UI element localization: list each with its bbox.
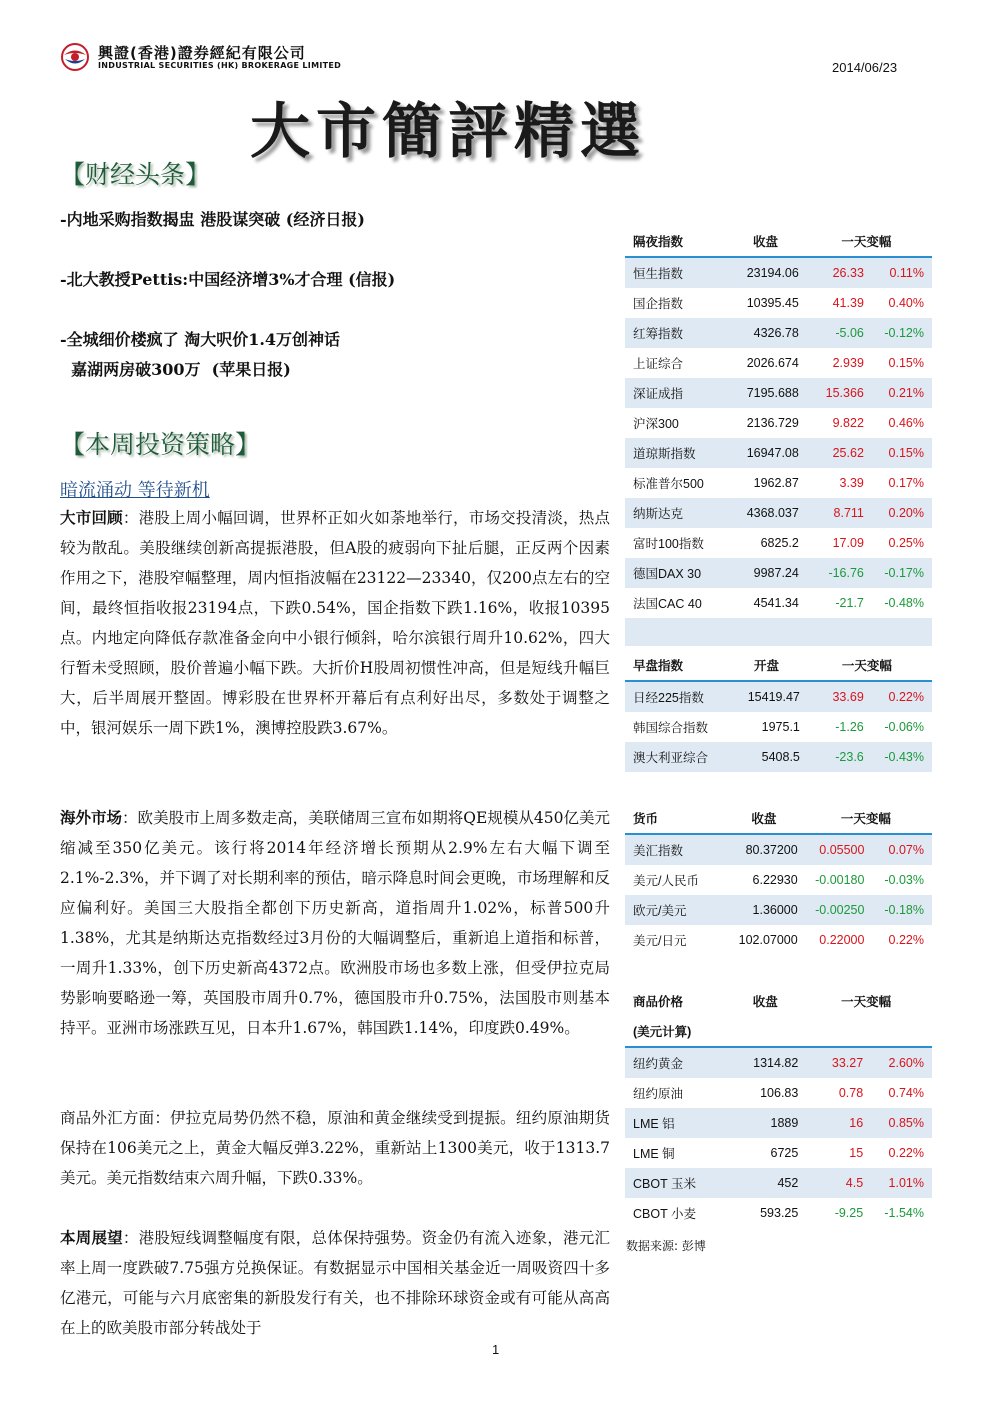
cell-change: -23.6 [806, 742, 868, 772]
table-row [625, 498, 932, 528]
section-heading-news: 【财经头条】 [60, 160, 211, 189]
cell-change-pct: -0.06% [884, 720, 924, 734]
data-source: 数据来源: 彭博 [626, 1239, 706, 1253]
cell-change-pct: -0.03% [884, 873, 924, 887]
cell-change-pct: -0.48% [884, 596, 924, 610]
cell-name: 美汇指数 [625, 834, 730, 865]
cell-close: 15419.47 [733, 681, 806, 712]
cell-name: CBOT 小麦 [633, 1207, 696, 1221]
cell-change: -0.00180 [815, 873, 865, 887]
cell-close: 6825.2 [760, 536, 799, 550]
table-row [625, 1168, 932, 1198]
cell-close: 5408.5 [733, 742, 806, 772]
cell-name: 深证成指 [625, 378, 732, 408]
table-row [625, 925, 932, 955]
headline-2: -北大教授Pettis:中国经济增3%才合理 (信报) [60, 270, 396, 289]
table-row [625, 1047, 932, 1078]
cell-change: 4.5 [804, 1168, 867, 1198]
cell-close: 9987.24 [732, 558, 805, 588]
table-row [625, 288, 932, 318]
cell-change: 8.711 [805, 498, 868, 528]
paragraph-commodity-fx: 商品外汇方面：伊拉克局势仍然不稳，原油和黄金继续受到提振。纽约原油期货保持在106美元之上，黄金大幅反弹3.22%，重新站上1300美元，收于1313.7美元。美元指数结束六周升幅，下跌0.33%。 [60, 1109, 610, 1187]
paragraph-overseas [60, 803, 610, 1043]
cell-name: 沪深300 [633, 417, 679, 431]
cell-change-pct: 0.22% [888, 1146, 924, 1160]
col-header: 一天变幅 [841, 995, 892, 1009]
cell-change-pct: 0.22% [888, 933, 924, 947]
overnight-index-table [625, 226, 932, 646]
cell-name: 恒生指数 [625, 257, 732, 288]
table-row [625, 318, 932, 348]
paragraph-market-review [60, 503, 610, 743]
paragraph-text: ：港股上周小幅回调，世界杯正如火如荼地举行，市场交投清淡，热点较为散乱。美股继续创新高提振港股，但A股的疲弱向下扯后腿，正反两个因素作用之下，港股窄幅整理，周内恒指波幅在23122—23340，仅200点左右的空间，最终恒指收报23194点，下跌0.54%，国企指数下跌1.16%，收报10395点。内地定向降低存款准备金向中小银行倾斜，哈尔滨银行周升10.62%，四大行暂未受照顾，股价普遍小幅下跌。大折价H股周初惯性冲高，但是短线升幅巨大，后半周展开整固。博彩股在世界杯开幕后有点利好出尽，多数处于调整之中，银河娱乐一周下跌1%，澳博控股跌3.67%。 [60, 509, 610, 737]
cell-name: 法国CAC 40 [633, 597, 702, 611]
cell-name: 美元/人民币 [633, 874, 699, 888]
cell-change-pct: -0.43% [868, 742, 932, 772]
cell-change-pct: 0.15% [888, 356, 924, 370]
table-header [625, 803, 932, 834]
page-number: 1 [492, 1342, 500, 1357]
cell-change-pct: 0.07% [868, 834, 932, 865]
cell-change-pct: 0.40% [888, 296, 924, 310]
table-row [625, 588, 932, 618]
table-subheader [625, 1016, 932, 1047]
cell-name: 纽约黄金 [625, 1047, 732, 1078]
col-header: 收盘 [732, 226, 805, 257]
table-row [625, 348, 932, 378]
cell-close: 6725 [770, 1146, 799, 1160]
cell-change-pct: 0.15% [868, 438, 932, 468]
cell-change: 0.78 [838, 1086, 864, 1100]
cell-change: -5.06 [805, 318, 868, 348]
cell-change-pct: -0.12% [868, 318, 932, 348]
cell-change: 33.27 [804, 1047, 867, 1078]
col-header: 开盘 [733, 650, 806, 681]
page-title: 大市簡評精選 [250, 97, 646, 167]
headline-1: -内地采购指数揭盅 港股谋突破 (经济日报) [60, 210, 365, 229]
cell-change-pct: 1.01% [867, 1168, 932, 1198]
cell-change: 0.05500 [804, 834, 869, 865]
cell-close: 4326.78 [732, 318, 805, 348]
cell-change-pct: 0.21% [868, 378, 932, 408]
col-header: 早盘指数 [625, 650, 733, 681]
report-date: 2014/06/23 [832, 60, 898, 75]
table-row [625, 528, 932, 558]
cell-change: -9.25 [834, 1206, 864, 1220]
cell-name: 国企指数 [633, 297, 684, 311]
cell-close: 102.07000 [738, 933, 798, 947]
cell-change-pct: -0.18% [868, 895, 932, 925]
cell-change: -1.26 [835, 720, 864, 734]
col-header: 一天变幅 [805, 226, 932, 257]
cell-close: 4368.037 [732, 498, 805, 528]
table-header [625, 226, 932, 257]
currency-table [625, 803, 932, 955]
cell-change: 25.62 [805, 438, 868, 468]
cell-change-pct: 0.22% [868, 681, 932, 712]
cell-name: 德国DAX 30 [625, 558, 732, 588]
cell-name: 富时100指数 [633, 537, 704, 551]
cell-close: 1975.1 [761, 720, 800, 734]
table-row [625, 865, 932, 895]
section-heading-strategy: 【本周投资策略】 [60, 430, 261, 459]
table-row [625, 1108, 932, 1138]
cell-change-pct: -0.17% [868, 558, 932, 588]
cell-close: 16947.08 [732, 438, 805, 468]
cell-change: 41.39 [832, 296, 864, 310]
table-header [625, 986, 932, 1016]
cell-name: 上证综合 [633, 357, 684, 371]
cell-close: 1314.82 [732, 1047, 804, 1078]
company-name-cn: 興證(香港)證券經紀有限公司 [98, 44, 306, 62]
cell-change-pct: 0.25% [888, 536, 924, 550]
paragraph-outlook [60, 1223, 610, 1343]
col-header: 一天变幅 [806, 650, 932, 681]
cell-change: 9.822 [832, 416, 864, 430]
table-row [625, 712, 932, 742]
col-header: 货币 [625, 803, 730, 834]
cell-change: 33.69 [806, 681, 868, 712]
cell-change-pct: 2.60% [867, 1047, 932, 1078]
cell-name: LME 铜 [633, 1147, 675, 1161]
cell-name: 标准普尔500 [633, 477, 704, 491]
cell-close: 106.83 [760, 1086, 799, 1100]
cell-change-pct: 0.17% [888, 476, 924, 490]
cell-change: -21.7 [835, 596, 864, 610]
cell-name: 韩国综合指数 [633, 721, 709, 735]
headline-3-cont: 嘉湖两房破300万 (苹果日报) [60, 360, 291, 379]
table-row [625, 558, 932, 588]
paragraph-text: ：欧美股市上周多数走高，美联储周三宣布如期将QE规模从450亿美元缩减至350亿美元。该行将2014年经济增长预期从2.9%左右大幅下调至2.1%-2.3%，并下调了对长期利率的预估，暗示降息时间会更晚，市场理解和反应偏利好。美国三大股指全都创下历史新高，道指周升1.02%，标普500升1.38%，尤其是纳斯达克指数经过3月份的大幅调整后，重新追上道指和标普，一周升1.33%，创下历史新高4372点。欧洲股市场也多数上涨，但受伊拉克局势影响要略逊一筹，英国股市周升0.7%，德国股市升0.75%，法国股市则基本持平。亚洲市场涨跌互见，日本升1.67%，韩国跌1.14%，印度跌0.49%。 [60, 809, 610, 1037]
cell-change: 15.366 [805, 378, 868, 408]
cell-change-pct: 0.20% [868, 498, 932, 528]
paragraph-label: 本周展望 [60, 1228, 123, 1247]
cell-close: 4541.34 [753, 596, 799, 610]
cell-change: 16 [804, 1108, 867, 1138]
cell-change: 15 [849, 1146, 864, 1160]
cell-name: 纽约原油 [633, 1087, 684, 1101]
table-row [625, 468, 932, 498]
cell-close: 593.25 [760, 1206, 799, 1220]
cell-close: 452 [732, 1168, 804, 1198]
cell-name: 澳大利亚综合 [625, 742, 733, 772]
table-row [625, 408, 932, 438]
cell-name: 红筹指数 [625, 318, 732, 348]
table-row [625, 834, 932, 865]
cell-close: 6.22930 [752, 873, 798, 887]
table-row [625, 895, 932, 925]
table-row [625, 257, 932, 288]
col-header: 一天变幅 [804, 803, 932, 834]
cell-name: 道琼斯指数 [625, 438, 732, 468]
paragraph-text: ：港股短线调整幅度有限，总体保持强势。资金仍有流入迹象，港元汇率上周一度跌破7.75强方兑换保证。有数据显示中国相关基金近一周吸资四十多亿港元，可能与六月底密集的新股发行有关，也不排除环球资金或有可能从高高在上的欧美股市部分转战处于 [60, 1229, 610, 1337]
strategy-subheading: 暗流涌动 等待新机 [60, 480, 210, 501]
cell-change-pct: -1.54% [884, 1206, 924, 1220]
table-row [625, 1198, 932, 1228]
cell-change-pct: 0.74% [888, 1086, 924, 1100]
cell-name: 美元/日元 [633, 934, 687, 948]
col-header: 隔夜指数 [625, 226, 732, 257]
cell-close: 23194.06 [732, 257, 805, 288]
cell-name: CBOT 玉米 [625, 1168, 732, 1198]
cell-name: 日经225指数 [625, 681, 733, 712]
col-header: 商品价格 [633, 995, 684, 1009]
col-header: 收盘 [730, 803, 804, 834]
company-logo [60, 42, 360, 72]
table-header [625, 650, 932, 681]
cell-close: 1962.87 [753, 476, 799, 490]
company-emblem-icon [60, 42, 90, 72]
morning-index-table [625, 650, 932, 772]
cell-close: 80.37200 [730, 834, 804, 865]
cell-change: -16.76 [805, 558, 868, 588]
cell-change: 26.33 [805, 257, 868, 288]
col-header: 收盘 [752, 995, 778, 1009]
commodity-table [625, 986, 932, 1228]
table-row [625, 438, 932, 468]
cell-change-pct: 0.85% [867, 1108, 932, 1138]
cell-close: 7195.688 [732, 378, 805, 408]
headline-3: -全城细价楼疯了 淘大呎价1.4万创神话 [60, 330, 341, 349]
cell-close: 2136.729 [746, 416, 799, 430]
paragraph-label: 海外市场 [60, 808, 123, 827]
cell-change: 17.09 [832, 536, 864, 550]
table-spacer-row [625, 618, 932, 646]
cell-change-pct: 0.46% [888, 416, 924, 430]
cell-change-pct: 0.11% [868, 257, 932, 288]
cell-change: 2.939 [832, 356, 864, 370]
cell-name: 纳斯达克 [625, 498, 732, 528]
cell-change: 3.39 [839, 476, 864, 490]
company-name-en: INDUSTRIAL SECURITIES (HK) BROKERAGE LIMITED [98, 61, 342, 70]
table-row [625, 1138, 932, 1168]
cell-close: 2026.674 [746, 356, 799, 370]
col-subheader: (美元计算) [625, 1016, 732, 1047]
table-row [625, 681, 932, 712]
cell-close: 1889 [732, 1108, 804, 1138]
table-row [625, 1078, 932, 1108]
table-row [625, 742, 932, 772]
table-row [625, 378, 932, 408]
cell-change: -0.00250 [804, 895, 869, 925]
cell-close: 10395.45 [746, 296, 799, 310]
cell-name: LME 铝 [625, 1108, 732, 1138]
cell-close: 1.36000 [730, 895, 804, 925]
paragraph-label: 大市回顾 [60, 508, 123, 527]
cell-name: 欧元/美元 [625, 895, 730, 925]
cell-change: 0.22000 [819, 933, 865, 947]
